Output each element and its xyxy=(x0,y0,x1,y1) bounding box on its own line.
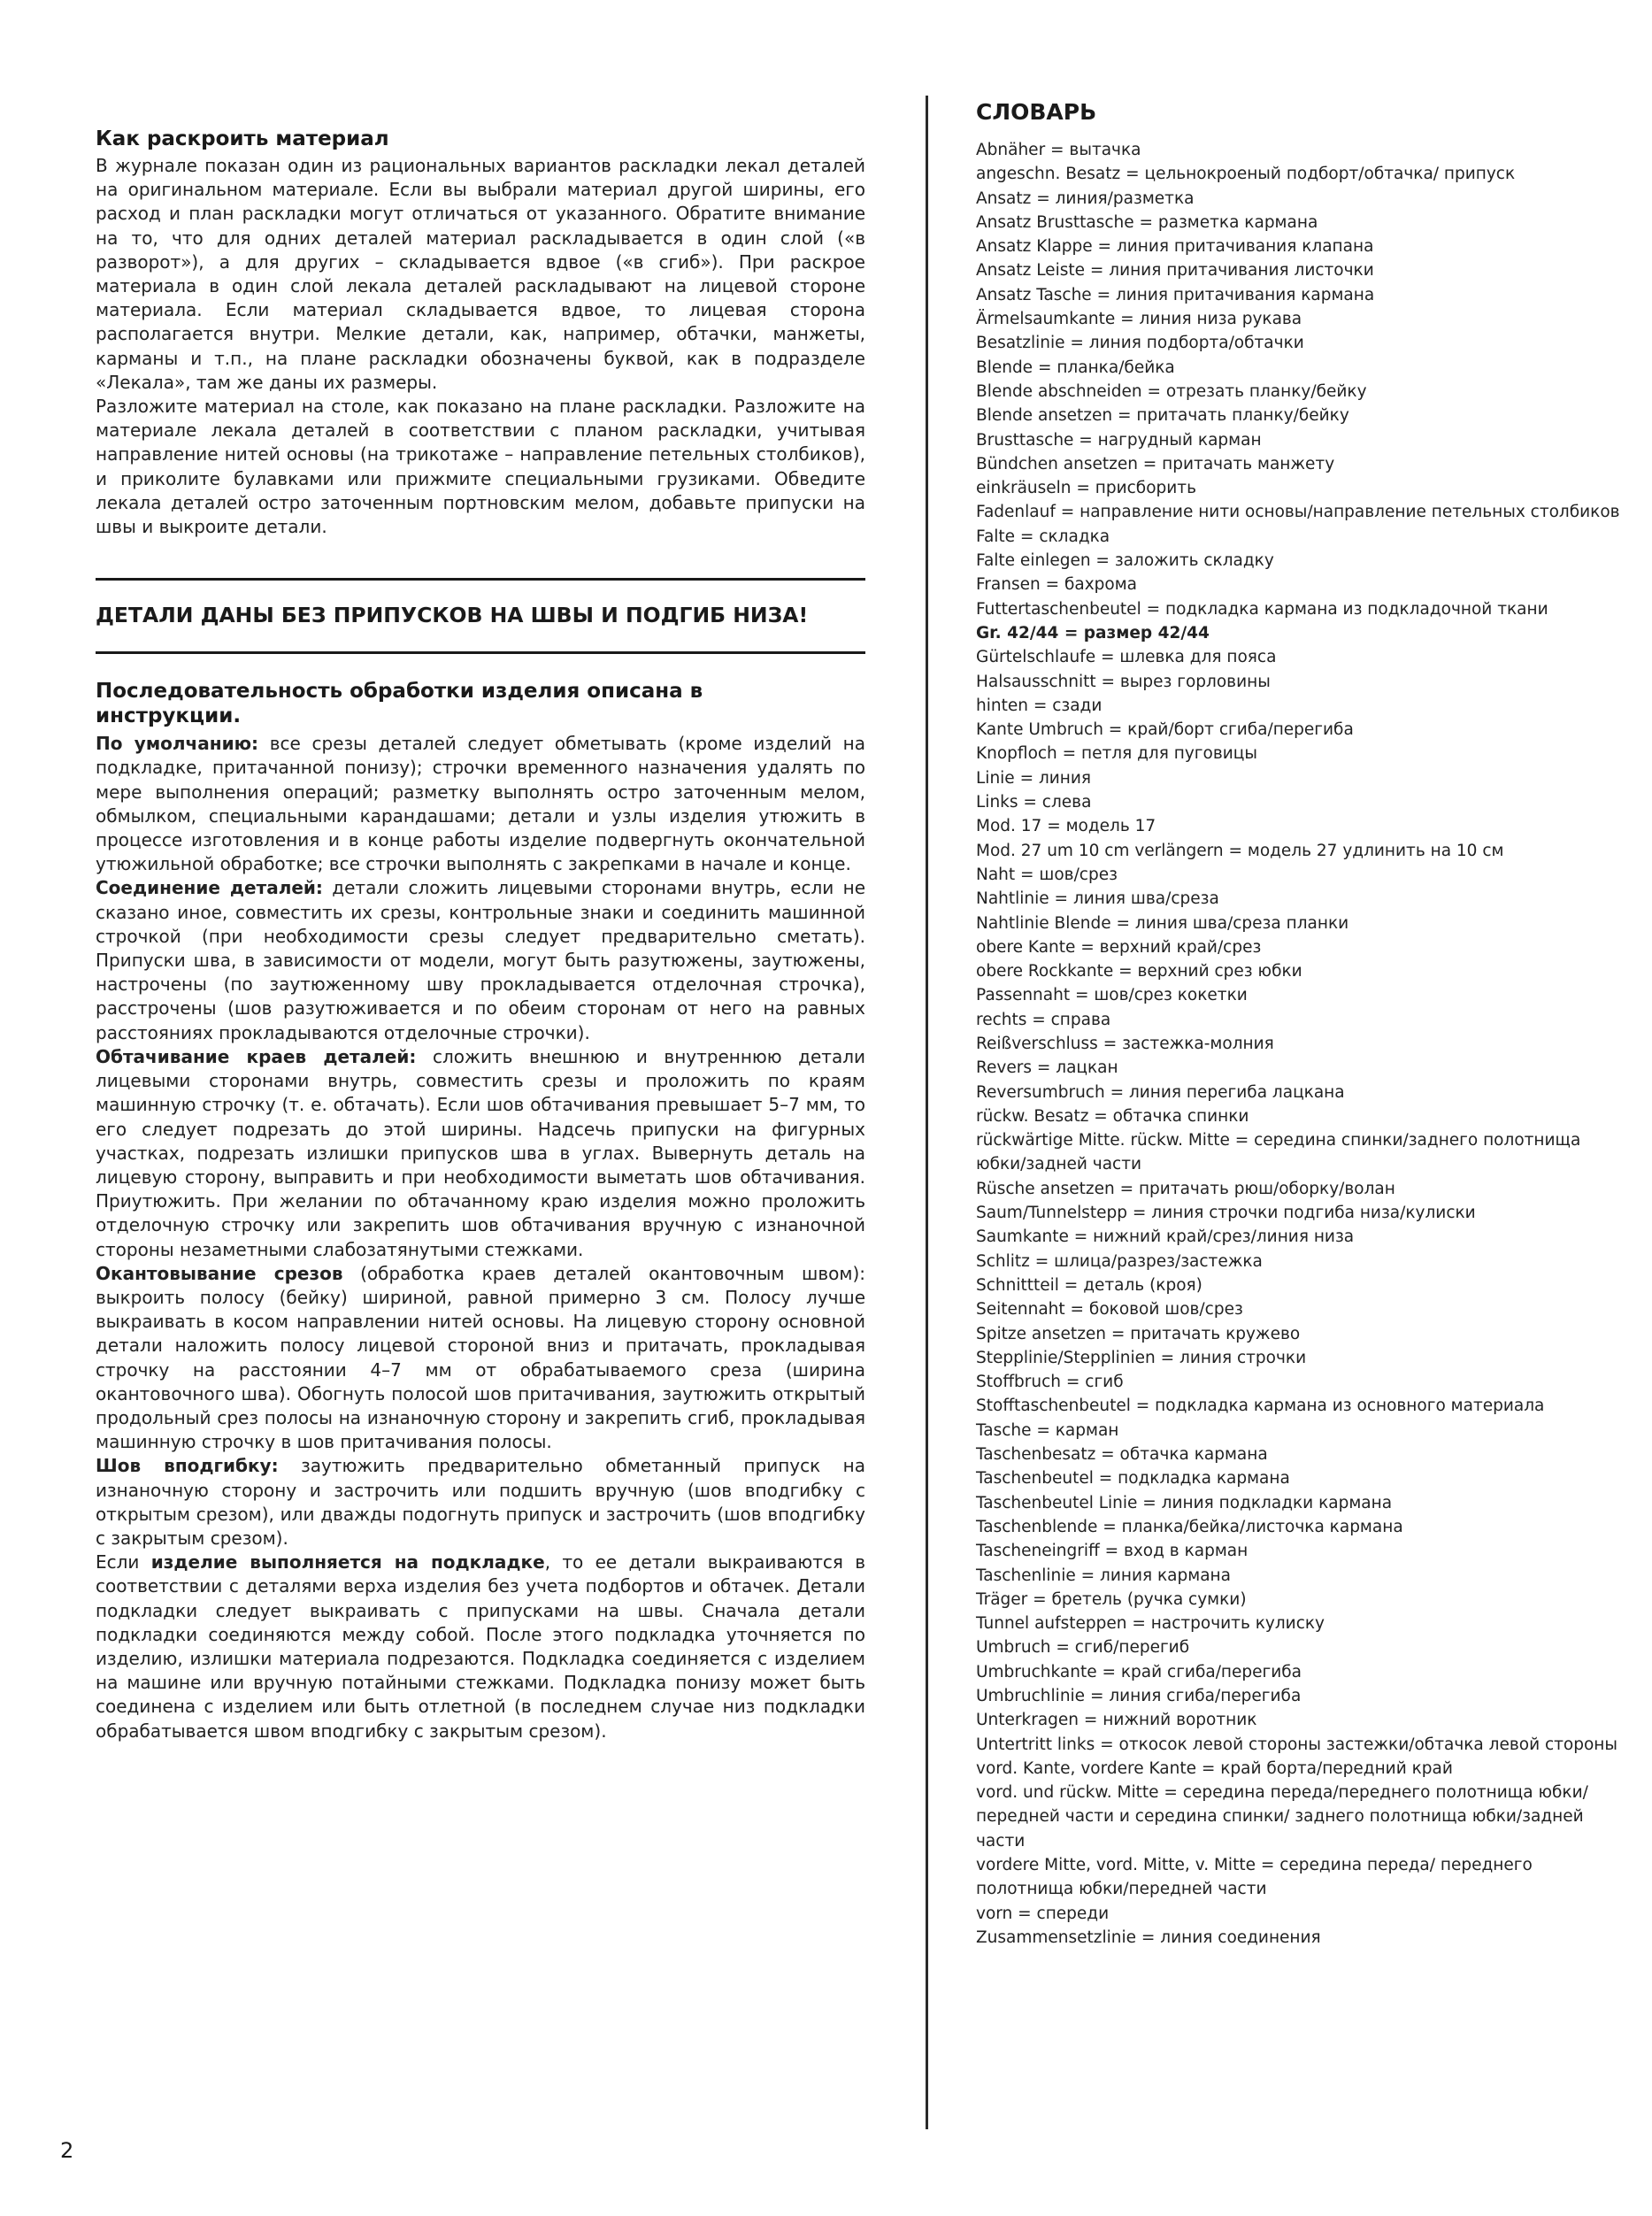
glossary-entry: einkräuseln = присборить xyxy=(976,479,1196,498)
dictionary-column xyxy=(976,99,1631,1950)
glossary-entry: Brusttasche = нагрудный карман xyxy=(976,430,1262,450)
glossary-list xyxy=(976,138,1631,1950)
glossary-entry: obere Rockkante = верхний срез юбки xyxy=(976,962,1302,981)
glossary-entry: Taschenlinie = линия кармана xyxy=(976,1566,1231,1585)
glossary-entry: Ärmelsaumkante = линия низа рукава xyxy=(976,310,1302,329)
default-text: все срезы деталей следует обметывать (кроме изделий на подкладке, притачанной понизу); строчки временного назначения удалять по мере выполнения операций; разметку выполнять остро заточенным мелом, обмылком, специальными карандашами; детали и узлы изделия утюжить в процессе изготовления и в конце работы изделие подвергнуть окончательной утюжильной обработке; все строчки выполнять с закрепками в начале и конце. xyxy=(96,733,865,875)
glossary-entry: Umbruch = сгиб/перегиб xyxy=(976,1638,1190,1658)
glossary-entry: Fransen = бахрома xyxy=(976,575,1138,595)
glossary-entry: Blende ansetzen = притачать планку/бейку xyxy=(976,406,1349,426)
glossary-entry: Tascheneingriff = вход в карман xyxy=(976,1542,1249,1561)
glossary-entry: rückwärtige Mitte. rückw. Mitte = середина спинки/заднего полотнища юбки/задней части xyxy=(976,1131,1581,1174)
glossary-entry: Ansatz Tasche = линия притачивания кармана xyxy=(976,285,1375,304)
glossary-entry: Nahtlinie = линия шва/среза xyxy=(976,889,1219,909)
glossary-entry: Schlitz = шлица/разрез/застежка xyxy=(976,1251,1263,1271)
binding-term: Окантовывание срезов xyxy=(96,1262,343,1284)
page-number: 2 xyxy=(60,2138,74,2163)
lining-term: изделие выполняется на подкладке xyxy=(150,1551,545,1574)
glossary-entry: Blende abschneiden = отрезать планку/бейку xyxy=(976,381,1367,401)
sequence-section xyxy=(96,679,865,1743)
lining-text: , то ее детали выкраиваются в соответствии с деталями верха изделия без учета подбортов и обтачек. Детали подкладки следует выкраивать с припусками на швы. Сначала детали подкладки соединяются между собой. После этого подкладка уточняется по изделию, излишки материала подрезаются. Подкладка соединяется с изделием на машине или вручную потайными стежками. Подкладка понизу может быть соединена с изделием или быть отлетной (в последнем случае низ подкладки обрабатывается швом вподгибку с закрытым срезом). xyxy=(96,1551,866,1742)
glossary-entry: Linie = линия xyxy=(976,768,1092,788)
glossary-entry: vorn = спереди xyxy=(976,1904,1110,1923)
glossary-entry: Nahtlinie Blende = линия шва/среза планки xyxy=(976,913,1349,933)
glossary-entry: Revers = лацкан xyxy=(976,1058,1118,1078)
binding-paragraph xyxy=(96,1262,865,1455)
glossary-entry: Reißverschluss = застежка-молния xyxy=(976,1034,1274,1053)
glossary-entry: Tasche = карман xyxy=(976,1420,1119,1440)
glossary-entry: Futtertaschenbeutel = подкладка кармана из подкладочной ткани xyxy=(976,599,1548,619)
joining-paragraph xyxy=(96,876,865,1044)
glossary-entry: Mod. 27 um 10 cm verlängern = модель 27 удлинить на 10 см xyxy=(976,841,1504,860)
glossary-entry: Naht = шов/срез xyxy=(976,865,1118,884)
glossary-entry: vord. und rückw. Mitte = середина переда/переднего полотнища юбки/передней части и середина спинки/ заднего полотнища юбки/задней части xyxy=(976,1783,1588,1851)
glossary-entry: angeschn. Besatz = цельнокроеный подборт/обтачка/ припуск xyxy=(976,165,1516,184)
glossary-entry: Träger = бретель (ручка сумки) xyxy=(976,1589,1247,1609)
glossary-entry: Saum/Tunnelstepp = линия строчки подгиба низа/кулиски xyxy=(976,1204,1476,1223)
glossary-entry: Gürtelschlaufe = шлевка для пояса xyxy=(976,648,1277,667)
default-term: По умолчанию: xyxy=(96,733,259,755)
glossary-entry: Spitze ansetzen = притачать кружево xyxy=(976,1324,1301,1343)
glossary-entry: Unterkragen = нижний воротник xyxy=(976,1711,1257,1730)
glossary-entry: Stoffbruch = сгиб xyxy=(976,1373,1124,1392)
glossary-entry: Gr. 42/44 = размер 42/44 xyxy=(976,623,1210,642)
glossary-entry: Blende = планка/бейка xyxy=(976,358,1175,377)
glossary-entry: Bündchen ansetzen = притачать манжету xyxy=(976,454,1335,473)
hem-term: Шов вподгибку: xyxy=(96,1455,279,1477)
glossary-entry: Rüsche ansetzen = притачать рюш/оборку/волан xyxy=(976,1179,1395,1198)
cutting-paragraph-2: Разложите материал на столе, как показано на плане раскладки. Разложите на материале лекала деталей в соответствии с планом раскладки, учитывая направление нитей основы (на трикотаже – направление петельных столбиков), и приколите булавками или прижмите специальными грузиками. Обведите лекала деталей остро заточенным портновским мелом, добавьте припуски на швы и выкроите детали. xyxy=(96,396,865,538)
joining-term: Соединение деталей: xyxy=(96,877,323,899)
glossary-entry: Reversumbruch = линия перегиба лацкана xyxy=(976,1082,1345,1102)
joining-text: детали сложить лицевыми сторонами внутрь, если не сказано иное, совместить их срезы, контрольные знаки и соединить машинной строчкой (при необходимости срезы следует предварительно сметать). Припуски шва, в зависимости от модели, могут быть разутюжены, заутюжены, настрочены (по заутюженному шву прокладывается отделочная строчка), расстрочены (шов разутюживается и по обеим сторонам от него на равных расстояниях прокладываются отделочные строчки). xyxy=(96,877,866,1043)
glossary-entry: Mod. 17 = модель 17 xyxy=(976,817,1156,836)
glossary-entry: Zusammensetzlinie = линия соединения xyxy=(976,1927,1321,1947)
hem-text: заутюжить предварительно обметанный припуск на изнаночную сторону и застрочить или подшить вручную (шов вподгибку с открытым срезом), или дважды подогнуть припуск и застрочить (шов вподгибку с закрытым срезом). xyxy=(96,1455,865,1549)
dictionary-title: СЛОВАРЬ xyxy=(976,99,1097,125)
glossary-entry: hinten = сзади xyxy=(976,696,1103,715)
glossary-entry: Schnittteil = деталь (кроя) xyxy=(976,1275,1203,1295)
facing-term: Обтачивание краев деталей: xyxy=(96,1045,417,1067)
column-divider xyxy=(926,96,928,2129)
glossary-entry: rechts = справа xyxy=(976,1010,1111,1029)
glossary-entry: Saumkante = нижний край/срез/линия низа xyxy=(976,1227,1355,1247)
glossary-entry: rückw. Besatz = обтачка спинки xyxy=(976,1106,1249,1126)
glossary-entry: Ansatz Brusttasche = разметка кармана xyxy=(976,212,1318,232)
glossary-entry: Stofftaschenbeutel = подкладка кармана из основного материала xyxy=(976,1397,1545,1416)
glossary-entry: Falte einlegen = заложить складку xyxy=(976,551,1274,571)
binding-text: (обработка краев деталей окантовочным швом): выкроить полосу (бейку) шириной, равной примерно 3 см. Полосу лучше выкраивать в косом направлении нитей основы. На лицевую сторону основной детали наложить полосу лицевой стороной вниз и притачать, прокладывая строчку на расстоянии 4–7 мм от обрабатываемого среза (ширина окантовочного шва). Обогнуть полосой шов притачивания, заутюжить открытый продольный срез полосы на изнаночную сторону и закрепить сгиб, прокладывая машинную строчку в шов притачивания полосы. xyxy=(96,1262,866,1453)
glossary-entry: Taschenbeutel = подкладка кармана xyxy=(976,1469,1290,1489)
facing-paragraph xyxy=(96,1045,865,1262)
glossary-entry: Ansatz = линия/разметка xyxy=(976,189,1195,208)
glossary-entry: Passennaht = шов/срез кокетки xyxy=(976,986,1248,1005)
glossary-entry: Ansatz Leiste = линия притачивания листочки xyxy=(976,261,1374,281)
cutting-section xyxy=(96,127,865,539)
glossary-entry: Falte = складка xyxy=(976,527,1110,546)
glossary-entry: Fadenlauf = направление нити основы/направление петельных столбиков xyxy=(976,503,1620,522)
cutting-paragraph-1: В журнале показан один из рациональных вариантов раскладки лекал деталей на оригинальном материале. Если вы выбрали материал другой ширины, его расход и план раскладки могут отличаться от указанного. Обратите внимание на то, что для одних деталей материал раскладывается в один слой («в разворот»), а для других – складывается вдвое («в сгиб»). При раскрое материала в один слой лекала деталей раскладывают на лицевой стороне материала. Если материал складывается вдвое, то лицевая сторона располагается внутри. Мелкие детали, как, например, обтачки, манжеты, карманы и т.п., на плане раскладки обозначены буквой, как в подразделе «Лекала», там же даны их размеры. xyxy=(96,155,865,393)
glossary-entry: Taschenbesatz = обтачка кармана xyxy=(976,1445,1268,1465)
glossary-entry: vordere Mitte, vord. Mitte, v. Mitte = середина переда/ переднего полотнища юбки/передней части xyxy=(976,1856,1533,1899)
glossary-entry: Umbruchkante = край сгиба/перегиба xyxy=(976,1662,1302,1681)
rule-top xyxy=(96,578,865,581)
lining-paragraph xyxy=(96,1550,865,1743)
glossary-entry: Taschenblende = планка/бейка/листочка кармана xyxy=(976,1517,1403,1536)
glossary-entry: Links = слева xyxy=(976,793,1092,812)
glossary-entry: Besatzlinie = линия подборта/обтачки xyxy=(976,334,1304,353)
sequence-heading: Последовательность обработки изделия описана в инструкции. xyxy=(96,680,703,728)
glossary-entry: Knopfloch = петля для пуговицы xyxy=(976,744,1257,764)
cutting-heading: Как раскроить материал xyxy=(96,127,389,150)
glossary-entry: Abnäher = вытачка xyxy=(976,141,1141,159)
facing-text: сложить внешнюю и внутреннюю детали лицевыми сторонами внутрь, совместить срезы и проложить по краям машинную строчку (т. е. обтачать). Если шов обтачивания превышает 5–7 мм, то его следует подрезать до этой ширины. Надсечь припуски на фигурных участках, подрезать излишки припусков шва в углах. Вывернуть деталь на лицевую сторону, выправить и при необходимости выметать шов обтачивания. Приутюжить. При желании по обтачанному краю изделия можно проложить отделочную строчку или закрепить шов обтачивания вручную с изнаночной стороны незаметными слабозатянутыми стежками. xyxy=(96,1045,865,1260)
glossary-entry: Untertritt links = откосок левой стороны застежки/обтачка левой стороны xyxy=(976,1735,1618,1754)
seam-allowance-warning: ДЕТАЛИ ДАНЫ БЕЗ ПРИПУСКОВ НА ШВЫ И ПОДГИБ НИЗА! xyxy=(96,603,809,628)
glossary-entry: Umbruchlinie = линия сгиба/перегиба xyxy=(976,1687,1302,1705)
glossary-entry: Kante Umbruch = край/борт сгиба/перегиба xyxy=(976,720,1354,740)
glossary-entry: Halsausschnitt = вырез горловины xyxy=(976,672,1271,691)
glossary-entry: Stepplinie/Stepplinien = линия строчки xyxy=(976,1348,1307,1367)
glossary-entry: obere Kante = верхний край/срез xyxy=(976,937,1262,957)
glossary-entry: Seitennaht = боковой шов/срез xyxy=(976,1300,1243,1320)
rule-bottom xyxy=(96,651,865,654)
glossary-entry: Tunnel aufsteppen = настрочить кулиску xyxy=(976,1614,1325,1634)
glossary-entry: Ansatz Klappe = линия притачивания клапана xyxy=(976,237,1374,257)
left-column xyxy=(96,127,865,1743)
glossary-entry: Taschenbeutel Linie = линия подкладки кармана xyxy=(976,1493,1393,1512)
lining-pre: Если xyxy=(96,1551,151,1574)
glossary-entry: vord. Kante, vordere Kante = край борта/передний край xyxy=(976,1758,1453,1778)
default-paragraph xyxy=(96,732,865,876)
hem-paragraph xyxy=(96,1454,865,1550)
